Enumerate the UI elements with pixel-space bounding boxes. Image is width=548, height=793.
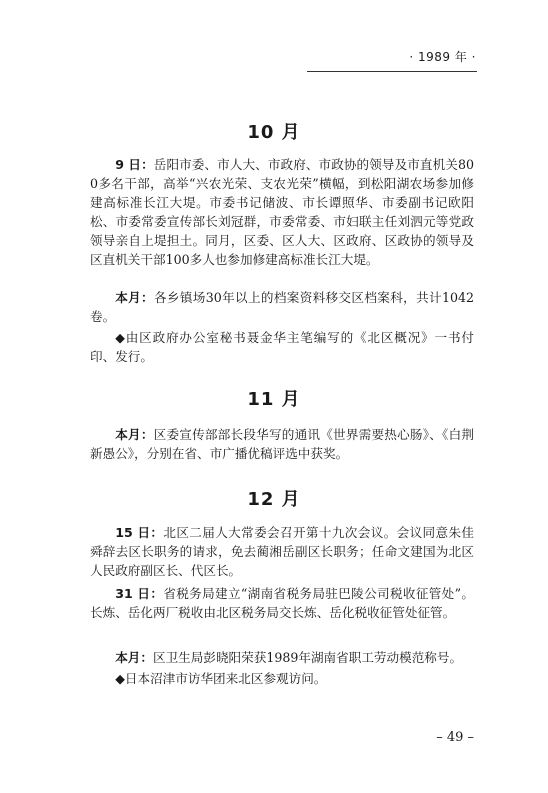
- entry-text: 岳阳市委、市人大、市政府、市政协的领导及市直机关800多名干部，高举“兴农光荣、支农光荣”横幅，到松阳湖农场参加修建高标准长江大堤。市委书记储波、市长谭照华、市委副书记欧阳松、市委常委宣传部长刘冠群，市委常委、市妇联主任刘泗元等党政领导亲自上堤担土。同月，区委、区人大、区政府、区政协的领导及区直机关干部100多人也参加修建高标准长江大堤。: [90, 157, 474, 267]
- entry-text: 日本沼津市访华团来北区参观访问。: [124, 671, 327, 686]
- bullet-marker: ◆: [115, 330, 126, 345]
- running-head: · 1989 年 ·: [409, 50, 476, 64]
- entry-oct-extra: [90, 328, 474, 366]
- entry-text: 北区二届人大常委会召开第十九次会议。会议同意朱佳舜辞去区长职务的请求，免去蔺湘岳副区长职务；任命文建国为北区人民政府副区长、代区长。: [90, 525, 475, 578]
- month-heading-october: 10 月: [247, 122, 301, 143]
- entry-text: 省税务局建立“湖南省税务局驻巴陵公司税收征管处”。长炼、岳化两厂税收由北区税务局交长炼、岳化税收征管处征管。: [90, 586, 474, 620]
- entry-text: 区卫生局彭晓阳荣获1989年湖南省职工劳动模范称号。: [152, 650, 463, 665]
- bullet-marker: ◆: [115, 671, 125, 686]
- entry-date: 本月：: [115, 427, 154, 442]
- entry-dec-extra: [90, 669, 474, 688]
- month-heading-november: 11 月: [247, 389, 301, 410]
- entry-text: 区委宣传部部长段华写的通讯《世界需要热心肠》、《白荆新愚公》，分别在省、市广播优稿评选中获奖。: [90, 427, 475, 461]
- entry-nov-month: [90, 425, 474, 463]
- entry-date: 本月：: [115, 290, 154, 305]
- entry-date: 9 日：: [115, 157, 154, 172]
- entry-oct-9: [90, 155, 474, 269]
- entry-dec-15: [90, 523, 474, 580]
- entry-dec-month: [90, 648, 474, 667]
- header-rule: [307, 71, 477, 72]
- page-number: – 49 –: [436, 730, 474, 745]
- entry-text: 由区政府办公室秘书聂金华主笔编写的《北区概况》一书付印、发行。: [90, 330, 475, 364]
- entry-text: 各乡镇场30年以上的档案资料移交区档案科，共计1042卷。: [90, 290, 475, 324]
- month-heading-december: 12 月: [247, 489, 301, 510]
- entry-oct-month: [90, 288, 474, 326]
- entry-dec-31: [90, 584, 474, 622]
- entry-date: 本月：: [115, 650, 153, 665]
- entry-date: 31 日：: [115, 586, 164, 601]
- entry-date: 15 日：: [115, 525, 164, 540]
